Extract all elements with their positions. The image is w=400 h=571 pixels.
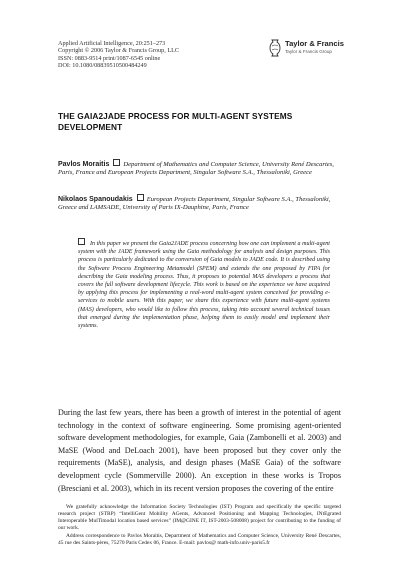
copyright-line: Copyright © 2006 Taylor & Francis Group, LLC (58, 47, 180, 55)
funding-footnote: We gratefully acknowledge the Information Society Technologies (IST) Program and specifically the specific targeted research project (STRP) “IntelliGent Mobility AGents, Advanced Positioning and Mapping Technologies, INtEgrated Interoperable MulTimodal location based services” (IM@GINE IT, IST-2003-508008) project for contributing to the funding of our work. (58, 504, 341, 531)
body-text (58, 407, 341, 495)
author-name: Pavlos Moraitis (58, 161, 110, 168)
author-block (58, 159, 343, 178)
affiliation-marker-icon (137, 194, 144, 201)
publisher-logo (268, 38, 348, 60)
journal-info (58, 40, 179, 70)
taylor-francis-urn-icon (268, 38, 282, 58)
correspondence-footnote: Address correspondence to Pavlos Moraitis, Department of Mathematics and Computer Science, University René Descartes, 45 rue des Saints-pères, 75270 Paris Cedex 06, France. E-mail: pavlos@ math-info.univ-paris5.fr (58, 533, 341, 546)
issn-line: ISSN: 0883-9514 print/1087-6545 online (58, 54, 161, 62)
author-name: Nikolaos Spanoudakis (58, 196, 133, 203)
journal-name: Applied Artificial Intelligence, 20:251–273 (58, 40, 166, 47)
author-affiliation: European Projects Department, Singular Software S.A., Thessaloniki, Greece and LAMSADE, University of Paris IX-Dauphine, Paris, France (58, 196, 331, 212)
author-affiliation: Department of Mathematics and Computer Science, University René Descartes, Paris, France and European Projects Department, Singular Software S.A., Thessaloniki, Greece (58, 161, 334, 177)
abstract-marker-icon (78, 238, 85, 245)
publisher-name: Taylor & Francis (285, 39, 344, 48)
footnotes (58, 504, 341, 548)
paper-title: THE GAIA2JADE PROCESS FOR MULTI-AGENT SYSTEMS DEVELOPMENT (58, 111, 293, 132)
abstract-text: In this paper we present the Gaia2JADE process concerning how one can implement a multi-agent system with the JADE framework using the Gaia methodology for analysis and design purposes. This process is particularly dedicated to the conversion of Gaia models to JADE code. It is described using the Software Process Engineering Metamodel (SPEM) and extends the one proposed by FIPA for describing the Gaia modeling process. Thus, it proposes to potential MAS developers a process that covers the full software development lifecycle. This work is based on the experience we have acquired by applying this process for implementing a real-word multi-agent system conceived for providing e-services to mobile users. With this paper, we share this experience with future multi-agent systems (MAS) developers, who would like to follow this process, taking into account several technical issues that emerged during the implementation phase, helping them to easily model and implement their systems. (78, 241, 330, 330)
affiliation-marker-icon (113, 159, 120, 166)
abstract (78, 238, 330, 330)
doi-line: DOI: 10.1080/08839510500484249 (58, 62, 147, 70)
author-block (58, 194, 343, 213)
body-paragraph: During the last few years, there has been a growth of interest in the potential of agent technology in the context of software engineering. Some promising agent-oriented software development methodologies, for example, Gaia (Zambonelli et al. 2003) and MaSE (Wood and DeLoach 2001), have been proposed but they cover only the requirements (MaSE), analysis, and design phases (MaSE Gaia) of the software development cycle (Sommerville 2000). An exception in these works is Tropos (Bresciani et al. 2003), which in its recent version proposes the covering of the entire (58, 408, 341, 493)
publisher-tagline: Taylor & Francis Group (285, 49, 332, 54)
